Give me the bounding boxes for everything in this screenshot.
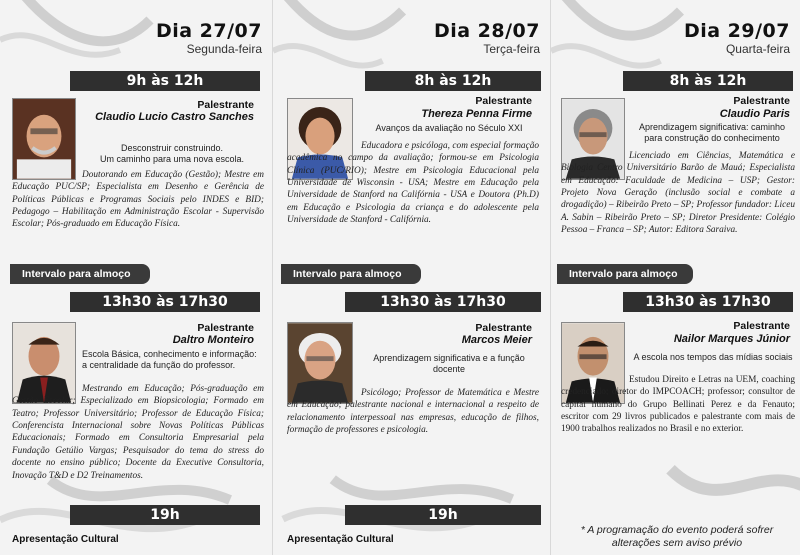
palestrante-label: Palestrante [197,99,254,111]
speaker-name: Thereza Penna Firme [421,108,532,120]
day-title: Dia 27/07 [155,20,262,42]
talk-title: Avanços da avaliação no Século XXI [375,123,523,133]
speaker-bio: Doutorando em Educação (Gestão); Mestre em Educação PUC/SP; Especialista em Desenho e Gerência de Políticas Públicas e Programas Sociais pelo INDES e BID; Pedagogo – Habilitação em Administração Escolar - Supervisão Escolar; Pós-graduado em Educação Física. [12,170,264,230]
cultural-label: Apresentação Cultural [287,534,394,545]
day-weekday: Terça-feira [483,42,540,56]
day-title: Dia 28/07 [433,20,540,42]
palestrante-label: Palestrante [733,320,790,332]
speaker-bio: Educadora e psicóloga, com especial formação acadêmica no campo da avaliação; formou-se em Psicologia Clínica (PUC/RIO); Mestre em Psicologia Educacional pela Universidade de Wisconsin - USA; Mestre em Educação pela Universidade de Stanford na Califórnia - USA e Doutora (Ph.D) em Educação e Psicologia da criança e do adolescente pela Universidade de Stanford - Califórnia. [287,141,539,226]
palestrante-label: Palestrante [197,322,254,334]
speaker-bio: Psicólogo; Professor de Matemática e Mestre em Educação; palestrante nacional e internacional a respeito de relacionamento interpessoal nas empresas, educação de filhos, formação de professores e psicologia. [287,388,539,436]
speaker-bio: Mestrando em Educação; Pós-graduação em Gestão Escolar; Especializado em Biopsicologia; Formado em Teatro; Professor Universitário; Professor de Educação Física; Conferencista Internacional sobre Novas Políticas Públicas Educacionais; Formado em Consultoria Empresarial pela Fundação Getúlio Vargas; Pesquisador do tema do stress do docente no ensino público; Docente da Executive Consultoria, Inovação T&D e D2 Treinamentos. [12,384,264,481]
talk-title: Escola Básica, conhecimento e informação: a centralidade da função do professor. [82,349,257,370]
evening-time-bar: 19h [70,505,260,525]
palestrante-label: Palestrante [475,95,532,107]
palestrante-label: Palestrante [733,95,790,107]
speaker-name: Claudio Lucio Castro Sanches [95,111,254,123]
schedule-note: * A programação do evento poderá sofrer alterações sem aviso prévio [580,524,774,550]
morning-time-bar: 8h às 12h [623,71,793,91]
lunch-break-tab: Intervalo para almoço [557,264,693,284]
speaker-bio: Estudou Direito e Letras na UEM, coaching credenciado; diretor do IMPCOACH; professor; consultor de capital humano do Grupo Bellinati Perez e da Fenauto; escritor com 29 livros publicados e palestrante com mais de 1900 trabalhos realizados no Brasil e no exterior. [561,375,795,435]
day-title: Dia 29/07 [683,20,790,42]
talk-title: A escola nos tempos das mídias sociais [633,352,793,362]
palestrante-label: Palestrante [475,322,532,334]
lunch-break-tab: Intervalo para almoço [10,264,150,284]
speaker-photo [12,98,76,180]
afternoon-time-bar: 13h30 às 17h30 [345,292,541,312]
speaker-name: Daltro Monteiro [172,334,254,346]
talk-title: Desconstruir construindo. Um caminho para uma nova escola. [99,143,245,164]
talk-title: Aprendizagem significativa e a função docente [373,353,525,374]
afternoon-time-bar: 13h30 às 17h30 [623,292,793,312]
lunch-break-tab: Intervalo para almoço [281,264,421,284]
speaker-bio: Licenciado em Ciências, Matemática e Biologia Centro Universitário Barão de Mauá; Especialista em Educação: Faculdade de Medicina – USP; Gestor: Projeto Nova Geração (inclusão social e combate a drogadição) – Ribeirão Preto – SP; Professor fundador: Liceu A. Sabin – Ribeirão Preto – SP; Diretor Presidente: Colégio Pessoa – Franca – SP; Autor: Editora Saraiva. [561,151,795,236]
cultural-label: Apresentação Cultural [12,534,119,545]
talk-title: Aprendizagem significativa: caminho para construção do conhecimento [638,122,786,143]
day-weekday: Segunda-feira [186,42,262,56]
speaker-name: Claudio Paris [719,108,790,120]
day-column-2 [272,0,550,555]
afternoon-time-bar: 13h30 às 17h30 [70,292,260,312]
morning-time-bar: 9h às 12h [70,71,260,91]
evening-time-bar: 19h [345,505,541,525]
speaker-name: Nailor Marques Júnior [673,333,790,345]
morning-time-bar: 8h às 12h [365,71,541,91]
speaker-name: Marcos Meier [461,334,532,346]
day-weekday: Quarta-feira [725,42,790,56]
day-column-3 [550,0,800,555]
day-column-1 [0,0,272,555]
